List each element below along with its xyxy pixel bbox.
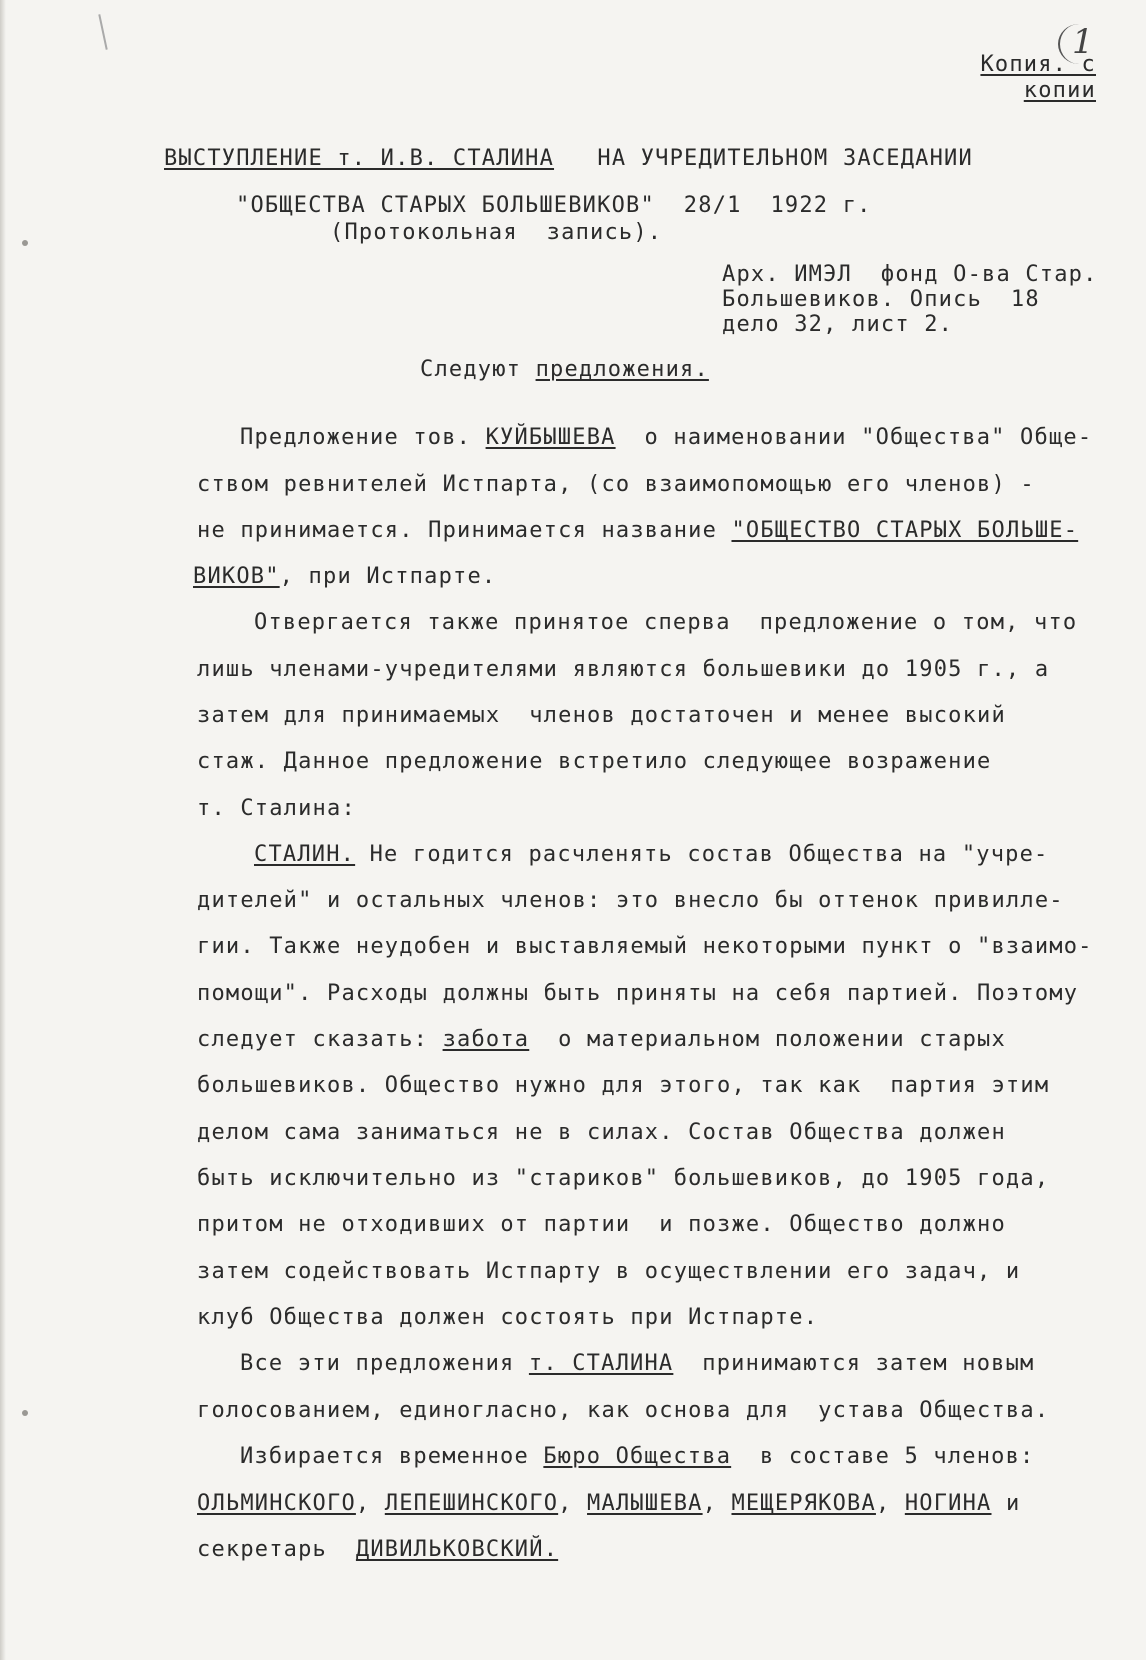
p1-line-2: ством ревнителей Истпарта, (со взаимопомощью его членов) - [197,472,1035,497]
p3-line-11: клуб Общества должен состоять при Истпарте. [197,1305,819,1330]
p1-line-3: не принимается. Принимается название "ОБЩЕСТВО СТАРЫХ БОЛЬШЕ- [197,518,1079,543]
speaker-stalin: СТАЛИН. [254,842,356,867]
p3-line-3: гии. Также неудобен и выставляемый некоторыми пункт о "взаимо- [197,934,1093,959]
p1-line-1: Предложение тов. КУЙБЫШЕВА о наименовании "Общества" Обще- [240,425,1093,450]
p2-line-1: Отвергается также принятое сперва предложение о том, что [254,610,1078,635]
p3-line-1: СТАЛИН. Не годится расчленять состав Общества на "учре- [254,842,1049,867]
p4-line-1: Все эти предложения т. СТАЛИНА принимаются затем новым [240,1351,1035,1376]
member-name: ЛЕПЕШИНСКОГО [384,1491,559,1516]
archive-ref-line-3: дело 32, лист 2. [722,312,954,337]
member-name: МАЛЫШЕВА [587,1491,703,1516]
paper-edge-shadow [0,0,6,1660]
p2-line-4: стаж. Данное предложение встретило следующее возражение [197,749,992,774]
p4-line-2: голосованием, единогласно, как основа для устава Общества. [197,1398,1050,1423]
p2-line-5: т. Сталина: [197,796,356,821]
p3-line-4: помощи". Расходы должны быть приняты на себя партией. Поэтому [197,981,1079,1006]
member-name: ОЛЬМИНСКОГО [197,1491,356,1516]
p3-line-5: следует сказать: забота о материальном положении старых [197,1027,1006,1052]
title-line-2: "ОБЩЕСТВА СТАРЫХ БОЛЬШЕВИКОВ" 28/1 1922 г. [236,193,872,218]
copy-mark-line2: копии [1023,78,1096,103]
title-meeting: НА УЧРЕДИТЕЛЬНОМ ЗАСЕДАНИИ [597,146,973,171]
title-speaker: ВЫСТУПЛЕНИЕ т. И.В. СТАЛИНА [164,146,555,171]
member-name: МЕЩЕРЯКОВА [731,1491,876,1516]
paper-scratch-mark [98,14,107,50]
name-kuibyshev: КУЙБЫШЕВА [485,425,616,450]
title-line-1 [164,146,973,172]
secretary-name: ДИВИЛЬКОВСКИЙ. [355,1537,559,1562]
title-line-3: (Протокольная запись). [330,220,663,245]
archive-ref-line-1: Арх. ИМЭЛ фонд О-ва Стар. [722,262,1098,287]
punch-hole-mark [22,1410,28,1416]
p3-line-9: притом не отходивших от партии и позже. Общество должно [197,1212,1006,1237]
archive-ref-line-2: Большевиков. Опись 18 [722,287,1040,312]
society-name: "ОБЩЕСТВО СТАРЫХ БОЛЬШЕ- [731,518,1079,543]
p3-line-8: быть исключительно из "стариков" большевиков, до 1905 года, [197,1166,1050,1191]
p3-line-2: дителей" и остальных членов: это внесло бы оттенок привилле- [197,888,1064,913]
punch-hole-mark [22,240,28,246]
bureau-label: Бюро Общества [543,1444,732,1469]
section-heading: Следуют предложения. [420,357,709,382]
p3-line-7: делом сама заниматься не в силах. Состав Общества должен [197,1120,1006,1145]
p2-line-3: затем для принимаемых членов достаточен и менее высокий [197,703,1006,728]
p5-members-line: ОЛЬМИНСКОГО, ЛЕПЕШИНСКОГО, МАЛЫШЕВА, МЕЩЕРЯКОВА, НОГИНА и [197,1491,1021,1516]
p5-secretary-line: секретарь ДИВИЛЬКОВСКИЙ. [197,1537,559,1562]
member-name: НОГИНА [904,1491,992,1516]
handwritten-page-number: 1 [1072,22,1094,62]
copy-mark-line1: Копия. с [980,52,1096,77]
p1-line-4: ВИКОВ", при Истпарте. [193,564,497,589]
p3-line-10: затем содействовать Истпарту в осуществлении его задач, и [197,1259,1021,1284]
copy-mark [966,52,1096,104]
p5-line-1: Избирается временное Бюро Общества в составе 5 членов: [240,1444,1035,1469]
p3-line-6: большевиков. Общество нужно для этого, так как партия этим [197,1073,1050,1098]
p2-line-2: лишь членами-учредителями являются большевики до 1905 г., а [197,657,1050,682]
